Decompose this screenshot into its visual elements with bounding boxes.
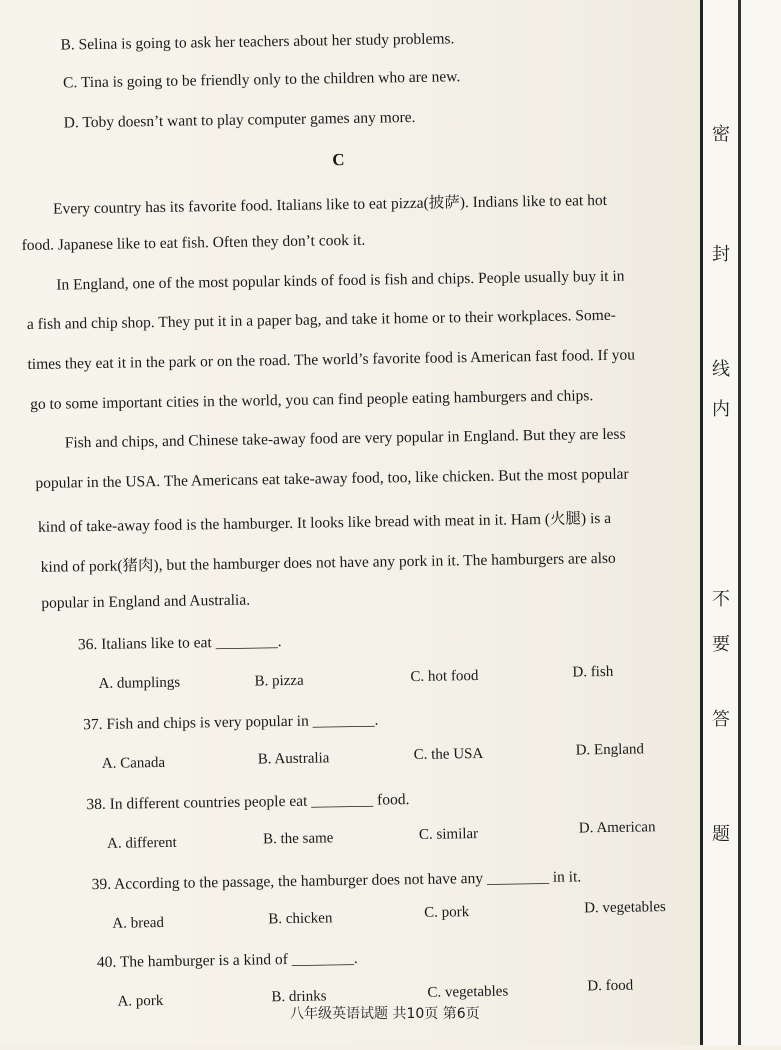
passage-line: times they eat it in the park or on the road. The world’s favorite food is American fast food. If you [27,346,636,374]
answer-option[interactable]: C. the USA [413,745,484,764]
binding-char: 线 [712,359,730,380]
passage-line: food. Japanese like to eat fish. Often they don’t cook it. [21,231,366,255]
question-stem: 40. The hamburger is a kind of ________. [96,949,358,972]
answer-option[interactable]: C. vegetables [427,983,509,1001]
previous-option-b: B. Selina is going to ask her teachers about her study problems. [60,30,455,54]
answer-option[interactable]: B. the same [262,830,334,848]
binding-line-outer [738,0,741,1045]
answer-option[interactable]: C. similar [418,826,479,843]
answer-option[interactable]: C. hot food [410,668,479,686]
binding-char: 答 [712,709,730,730]
binding-char: 封 [712,244,730,265]
answer-option[interactable]: D. England [575,741,645,759]
passage-line: popular in England and Australia. [41,591,251,612]
section-heading: C [332,150,345,170]
binding-char: 题 [712,824,730,845]
page-footer: 八年级英语试题 共10页 第6页 [290,1006,480,1022]
answer-option[interactable]: B. drinks [271,988,327,1006]
question-stem: 38. In different countries people eat ________ food. [86,791,410,814]
question-stem: 36. Italians like to eat ________. [77,633,282,654]
binding-char: 密 [712,124,730,145]
passage-line: a fish and chip shop. They put it in a paper bag, and take it home or to their workplaces. Some- [26,306,616,334]
answer-option[interactable]: D. vegetables [584,899,666,917]
passage-line: popular in the USA. The Americans eat take-away food, too, like chicken. But the most popular [35,465,629,492]
previous-option-d: D. Toby doesn’t want to play computer games any more. [63,108,416,132]
answer-option[interactable]: B. chicken [268,910,333,928]
passage-line: go to some important cities in the world, you can find people eating hamburgers and chips. [30,387,594,414]
binding-char: 不 [712,589,730,610]
answer-option[interactable]: A. Canada [101,754,166,772]
previous-option-c: C. Tina is going to be friendly only to the children who are new. [62,68,461,92]
answer-option[interactable]: D. American [578,819,656,837]
question-stem: 37. Fish and chips is very popular in ________. [83,711,379,734]
answer-option[interactable]: D. food [587,977,634,995]
binding-char: 要 [712,634,730,655]
answer-option[interactable]: B. pizza [254,672,304,690]
answer-option[interactable]: D. fish [572,663,614,681]
passage-line: kind of take-away food is the hamburger. It looks like bread with meat in it. Ham (火腿) is a [37,509,612,536]
passage-line: Fish and chips, and Chinese take-away food are very popular in England. But they are less [64,425,626,452]
answer-option[interactable]: B. Australia [257,750,330,768]
answer-option[interactable]: A. different [106,834,177,852]
question-stem: 39. According to the passage, the hamburger does not have any ________ in it. [91,868,582,894]
answer-option[interactable]: C. pork [424,904,470,921]
answer-option[interactable]: A. bread [112,914,165,932]
binding-char: 内 [712,399,730,420]
answer-option[interactable]: A. pork [117,992,164,1010]
passage-line: kind of pork(猪肉), but the hamburger does not have any pork in it. The hamburgers are also [40,549,616,576]
passage-line: Every country has its favorite food. Italians like to eat pizza(披萨). Indians like to eat hot [52,191,608,218]
answer-option[interactable]: A. dumplings [98,674,181,692]
passage-line: In England, one of the most popular kinds of food is fish and chips. People usually buy it in [56,267,625,294]
